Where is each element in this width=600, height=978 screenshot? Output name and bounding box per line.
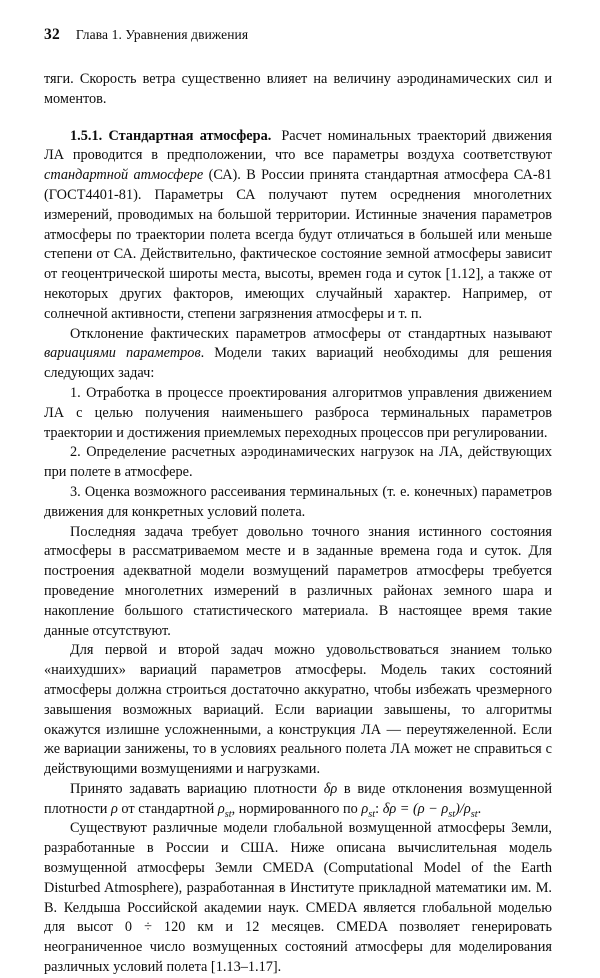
section-title: Стандартная атмосфера. [108, 127, 272, 144]
list-item-2: 2. Определение расчетных аэродинамических нагрузок на ЛА, действующих при полете в атмосфере. [44, 444, 552, 481]
formula-rho: ρ [110, 800, 118, 817]
paragraph-8-part-b: в виде отклонения возмущенной плотности [44, 780, 552, 817]
paragraph-1-part-b: (СА). В России принята стандартная атмосфера СА-81 (ГОСТ4401-81). Параметры СА получают путем осреднения многолетних измерений, проводимых на большой территории. Истинные значения параметров атмосферы по траектории полета всегда будут отличаться в большей или меньше степени от СА. Действительно, фактическое состояние земной атмосферы зависит от геоцентрической широты места, высоты, времен года и суток [1.12], а также от некоторых других факторов, имеющих случайный характер. Например, от солнечной активности, степени загрязнения атмосферы и т. п. [44, 167, 552, 322]
running-title: Глава 1. Уравнения движения [75, 27, 249, 42]
paragraph-2-part-b: . Модели таких вариаций необходимы для решения следующих задач: [44, 345, 552, 382]
formula-rho-st-1: $\rho_{st}$ [217, 800, 232, 820]
section-heading-paragraph [44, 127, 552, 325]
formula-rho-st-2: $\rho_{st}$ [361, 800, 376, 820]
paragraph-8 [44, 780, 552, 820]
paragraph-8-part-c: от стандартной [117, 800, 218, 817]
page-number: 32 [44, 26, 60, 43]
paragraph-2-italic-1: вариациями параметров [44, 345, 201, 362]
page-header [44, 26, 552, 44]
paragraph-2 [44, 325, 552, 384]
paragraph-2-part-a: Отклонение фактических параметров атмосферы от стандартных называют [70, 325, 552, 342]
paragraph-intro: тяги. Скорость ветра существенно влияет на величину аэродинамических сил и моментов. [44, 71, 552, 107]
paragraph-9: Существуют различные модели глобальной возмущенной атмосферы Земли, разработанные в России и США. Ниже описана вычислительная модель возмущенной атмосферы Земли CMEDA (Computational Model of the Earth Disturbed Atmosphere), разработанная в Институте прикладной математики им. М. В. Келдыша Российской академии наук. CMEDA является глобальной моделью для высот 0 ÷ 120 км и 12 месяцев. CMEDA позволяет генерировать неограниченное число возмущенных состояний атмосферы для моделирования различных условий полета [1.13–1.17]. [44, 820, 552, 976]
paragraph-8-part-a: Принято задавать вариацию плотности [70, 780, 324, 797]
paragraph-8-part-e: : [375, 800, 383, 817]
paragraph-8-part-f: . [477, 800, 482, 817]
paragraph-1-part-a: Расчет номинальных траекторий движения ЛА проводится в предположении, что все параметры воздуха соответствуют [44, 127, 552, 164]
list-item-3: 3. Оценка возможного рассеивания терминальных (т. е. конечных) параметров движения для конкретных условий полета. [44, 483, 552, 520]
formula-delta-rho-definition: $\delta\rho = (\rho - \rho_{st})/\rho_{st}$ [382, 800, 478, 820]
section-number: 1.5.1. [70, 127, 103, 144]
paragraph-8-part-d: , нормированного по [231, 800, 362, 817]
list-item-1: 1. Отработка в процессе проектирования алгоритмов управления движением ЛА с целью получения наименьшего разброса терминальных параметров траектории и достижения приемлемых переходных процессов при регулировании. [44, 384, 552, 441]
paragraph-7: Для первой и второй задач можно удовольствоваться знанием только «наихудших» вариаций параметров атмосферы. Модель таких состояний атмосферы должна строиться достаточно аккуратно, чтобы избежать чрезмерного завышения возможных вариаций. Если вариации завышены, то алгоритмы окажутся излишне усложненными, а конструкция ЛА — переутяжеленной. Если же вариации занижены, то в условиях реального полета ЛА может не справиться с действующими возмущениями и нагрузками. [44, 642, 552, 778]
page-body [44, 70, 552, 978]
paragraph-1-italic-1: стандартной атмосфере [44, 167, 204, 184]
formula-delta-rho: δρ [323, 780, 338, 797]
paragraph-6: Последняя задача требует довольно точного знания истинного состояния атмосферы в рассматриваемом месте и в заданные времена года и суток. Для построения адекватной модели возмущений параметров атмосферы требуется проведение многолетних измерений в различных районах земного шара и накопление большого статистического материала. В настоящее время такие данные отсутствуют. [44, 523, 552, 639]
